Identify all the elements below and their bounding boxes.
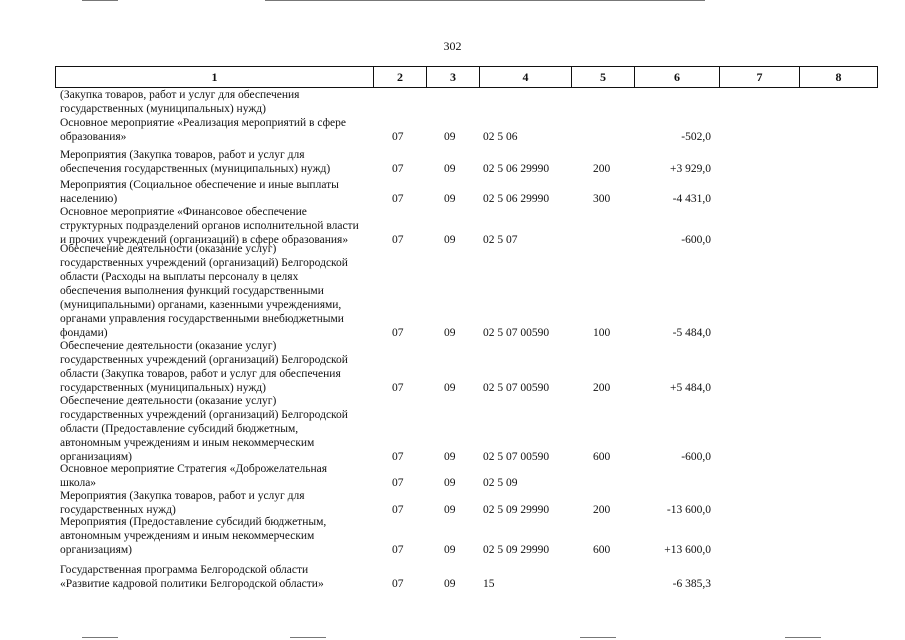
column-header-7: 7 xyxy=(719,66,799,88)
cell-target-article: 02 5 07 00590 xyxy=(483,451,550,463)
table-row xyxy=(0,148,905,176)
scan-edge-mark xyxy=(290,637,326,638)
cell-section: 07 xyxy=(392,578,404,590)
row-description: Основное мероприятие «Финансовое обеспечение структурных подразделений органов исполнительной власти и прочих учреждений (организаций) в сфере образования» xyxy=(60,206,359,246)
cell-section: 07 xyxy=(392,477,404,489)
row-description: Мероприятия (Социальное обеспечение и иные выплаты населению) xyxy=(60,179,339,205)
scan-edge-mark xyxy=(785,637,821,638)
cell-target-article: 02 5 07 00590 xyxy=(483,382,550,394)
cell-subsection: 09 xyxy=(444,382,456,394)
cell-section: 07 xyxy=(392,234,404,246)
page-number: 302 xyxy=(443,39,462,53)
table-row xyxy=(0,515,905,557)
cell-amount: -600,0 xyxy=(681,234,711,246)
cell-section: 07 xyxy=(392,451,404,463)
cell-subsection: 09 xyxy=(444,504,456,516)
cell-section: 07 xyxy=(392,327,404,339)
table-row xyxy=(0,116,905,144)
column-header-2: 2 xyxy=(373,66,426,88)
column-header-4: 4 xyxy=(479,66,571,88)
cell-expense-type: 200 xyxy=(593,504,611,516)
cell-subsection: 09 xyxy=(444,544,456,556)
cell-expense-type: 600 xyxy=(593,544,611,556)
cell-expense-type: 200 xyxy=(593,163,611,175)
table-row xyxy=(0,178,905,206)
cell-target-article: 02 5 07 00590 xyxy=(483,327,550,339)
table-row xyxy=(0,489,905,517)
cell-section: 07 xyxy=(392,544,404,556)
cell-amount: -6 385,3 xyxy=(672,578,711,590)
cell-section: 07 xyxy=(392,193,404,205)
table-row xyxy=(0,462,905,490)
cell-subsection: 09 xyxy=(444,327,456,339)
cell-amount: -5 484,0 xyxy=(672,327,711,339)
cell-section: 07 xyxy=(392,504,404,516)
cell-target-article: 02 5 09 29990 xyxy=(483,544,550,556)
cell-subsection: 09 xyxy=(444,234,456,246)
cell-amount: -600,0 xyxy=(681,451,711,463)
table-row xyxy=(0,394,905,464)
column-header-6: 6 xyxy=(634,66,719,88)
cell-target-article: 02 5 09 29990 xyxy=(483,504,550,516)
row-description: Основное мероприятие «Реализация мероприятий в сфере образования» xyxy=(60,117,347,143)
cell-expense-type: 100 xyxy=(593,327,611,339)
cell-subsection: 09 xyxy=(444,131,456,143)
row-description: (Закупка товаров, работ и услуг для обеспечения государственных (муниципальных) нужд) xyxy=(60,89,300,115)
cell-target-article: 02 5 06 xyxy=(483,131,518,143)
cell-expense-type: 200 xyxy=(593,382,611,394)
scan-edge-mark xyxy=(82,637,118,638)
column-header-3: 3 xyxy=(426,66,479,88)
row-description: Мероприятия (Закупка товаров, работ и услуг для обеспечения государственных (муниципальных) нужд) xyxy=(60,149,331,175)
column-header-5: 5 xyxy=(571,66,634,88)
cell-amount: +5 484,0 xyxy=(670,382,711,394)
cell-amount: -13 600,0 xyxy=(666,504,711,516)
cell-subsection: 09 xyxy=(444,193,456,205)
cell-section: 07 xyxy=(392,131,404,143)
cell-section: 07 xyxy=(392,382,404,394)
column-header-1: 1 xyxy=(55,66,373,88)
row-description: Основное мероприятие Стратегия «Доброжелательная школа» xyxy=(60,463,328,489)
cell-amount: +3 929,0 xyxy=(670,163,711,175)
cell-subsection: 09 xyxy=(444,451,456,463)
cell-subsection: 09 xyxy=(444,163,456,175)
column-header-8: 8 xyxy=(799,66,878,88)
row-description: Обеспечение деятельности (оказание услуг) государственных учреждений (организаций) Белгородской области (Закупка товаров, работ и услуг для обеспечения государственных (муниципальных) нужд) xyxy=(60,340,348,394)
cell-amount: +13 600,0 xyxy=(664,544,711,556)
scan-edge-mark xyxy=(82,0,118,1)
cell-expense-type: 300 xyxy=(593,193,611,205)
table-row xyxy=(0,339,905,395)
cell-subsection: 09 xyxy=(444,578,456,590)
row-description: Обеспечение деятельности (оказание услуг) государственных учреждений (организаций) Белгородской области (Предоставление субсидий бюджетным, автономным учреждениям и иным некоммерческим организациям) xyxy=(60,395,348,463)
row-description: Обеспечение деятельности (оказание услуг) государственных учреждений (организаций) Белгородской области (Расходы на выплаты персоналу в целях обеспечения выполнения функций государственными (муниципальными) органами, казенными учреждениями, органами управления государственными внебюджетными фондами) xyxy=(60,243,348,339)
cell-subsection: 09 xyxy=(444,477,456,489)
table-row xyxy=(0,205,905,247)
row-description: Мероприятия (Предоставление субсидий бюджетным, автономным учреждениям и иным некоммерческим организациям) xyxy=(60,516,327,556)
table-row xyxy=(0,563,905,591)
row-description: Государственная программа Белгородской области «Развитие кадровой политики Белгородской области» xyxy=(60,564,324,590)
scan-edge-mark xyxy=(265,0,705,1)
cell-expense-type: 600 xyxy=(593,451,611,463)
table-row xyxy=(0,88,905,116)
table-row xyxy=(0,242,905,340)
cell-section: 07 xyxy=(392,163,404,175)
cell-target-article: 02 5 06 29990 xyxy=(483,193,550,205)
cell-amount: -502,0 xyxy=(681,131,711,143)
cell-target-article: 02 5 09 xyxy=(483,477,518,489)
cell-target-article: 02 5 07 xyxy=(483,234,518,246)
cell-target-article: 15 xyxy=(483,578,495,590)
row-description: Мероприятия (Закупка товаров, работ и услуг для государственных нужд) xyxy=(60,490,305,516)
cell-target-article: 02 5 06 29990 xyxy=(483,163,550,175)
cell-amount: -4 431,0 xyxy=(672,193,711,205)
scan-edge-mark xyxy=(580,637,616,638)
